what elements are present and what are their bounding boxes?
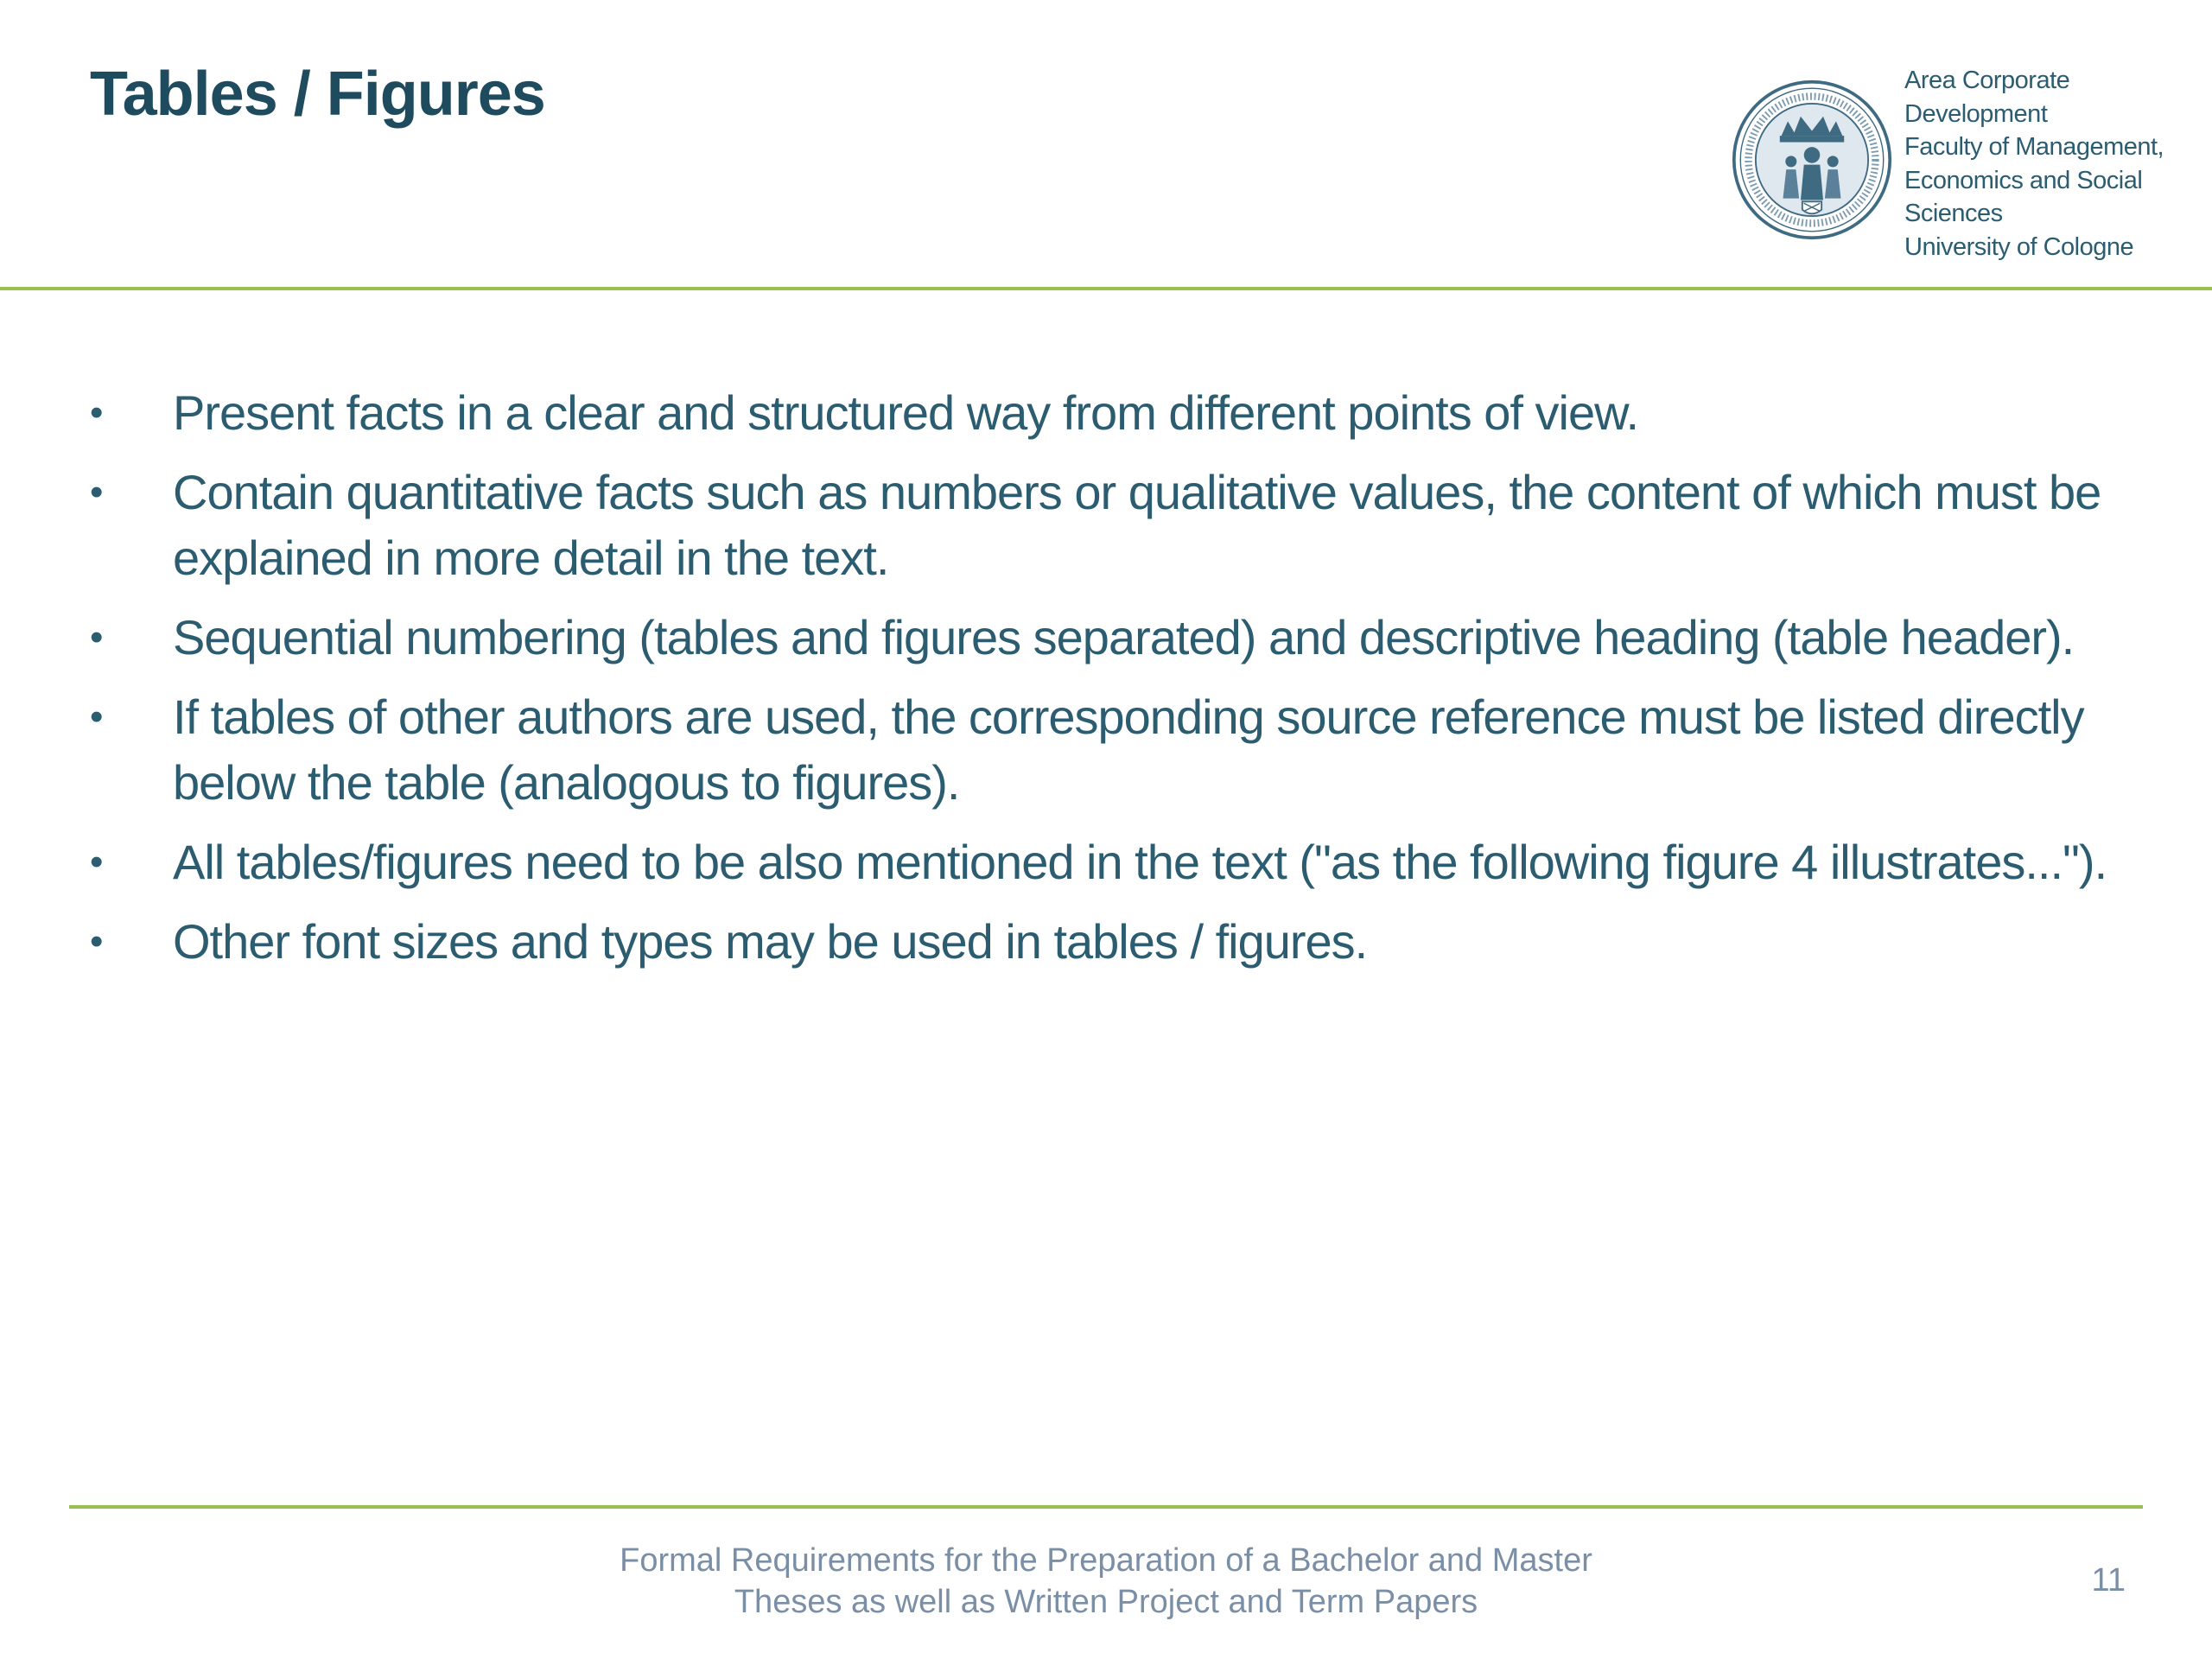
org-line: Economics and Social bbox=[1904, 166, 2143, 194]
org-line: University of Cologne bbox=[1904, 232, 2134, 261]
bullet-item bbox=[90, 830, 2112, 895]
bullet-text: All tables/figures need to be also mentioned in the text ("as the following figure 4 illustrates..."). bbox=[173, 835, 2107, 889]
bullet-text: Other font sizes and types may be used in tables / figures. bbox=[173, 914, 1368, 969]
org-line: Faculty of Management, bbox=[1904, 133, 2164, 161]
header-divider bbox=[0, 287, 2212, 290]
bullet-icon: • bbox=[90, 920, 103, 963]
bullet-item bbox=[90, 605, 2112, 671]
page-number: 11 bbox=[2091, 1562, 2126, 1599]
university-seal-icon bbox=[1732, 79, 1892, 240]
bullet-icon: • bbox=[90, 391, 103, 434]
bullet-item bbox=[90, 380, 2112, 446]
bullet-icon: • bbox=[90, 471, 103, 513]
bullet-list bbox=[90, 380, 2112, 988]
organization-block bbox=[1904, 64, 2198, 264]
bullet-item bbox=[90, 909, 2112, 975]
bullet-text: Sequential numbering (tables and figures separated) and descriptive heading (table header). bbox=[173, 610, 2075, 664]
org-line: Area Corporate bbox=[1904, 67, 2070, 94]
bullet-icon: • bbox=[90, 841, 103, 883]
org-line: Sciences bbox=[1904, 200, 2003, 227]
org-line: Development bbox=[1904, 99, 2048, 128]
bullet-icon: • bbox=[90, 616, 103, 658]
bullet-text: Present facts in a clear and structured way from different points of view. bbox=[173, 385, 1639, 440]
bullet-icon: • bbox=[90, 696, 103, 738]
bullet-item bbox=[90, 684, 2112, 816]
footer-line: Formal Requirements for the Preparation of a Bachelor and Master bbox=[620, 1542, 1592, 1579]
footer-caption bbox=[501, 1540, 1711, 1623]
bullet-item bbox=[90, 460, 2112, 591]
bullet-text: Contain quantitative facts such as numbers or qualitative values, the content of which must be explained in more detail in the text. bbox=[173, 465, 2101, 585]
footer-divider bbox=[69, 1505, 2143, 1509]
bullet-text: If tables of other authors are used, the corresponding source reference must be listed directly below the table (analogous to figures). bbox=[173, 690, 2084, 810]
footer-line: Theses as well as Written Project and Term Papers bbox=[734, 1584, 1478, 1620]
page-title: Tables / Figures bbox=[90, 60, 545, 129]
